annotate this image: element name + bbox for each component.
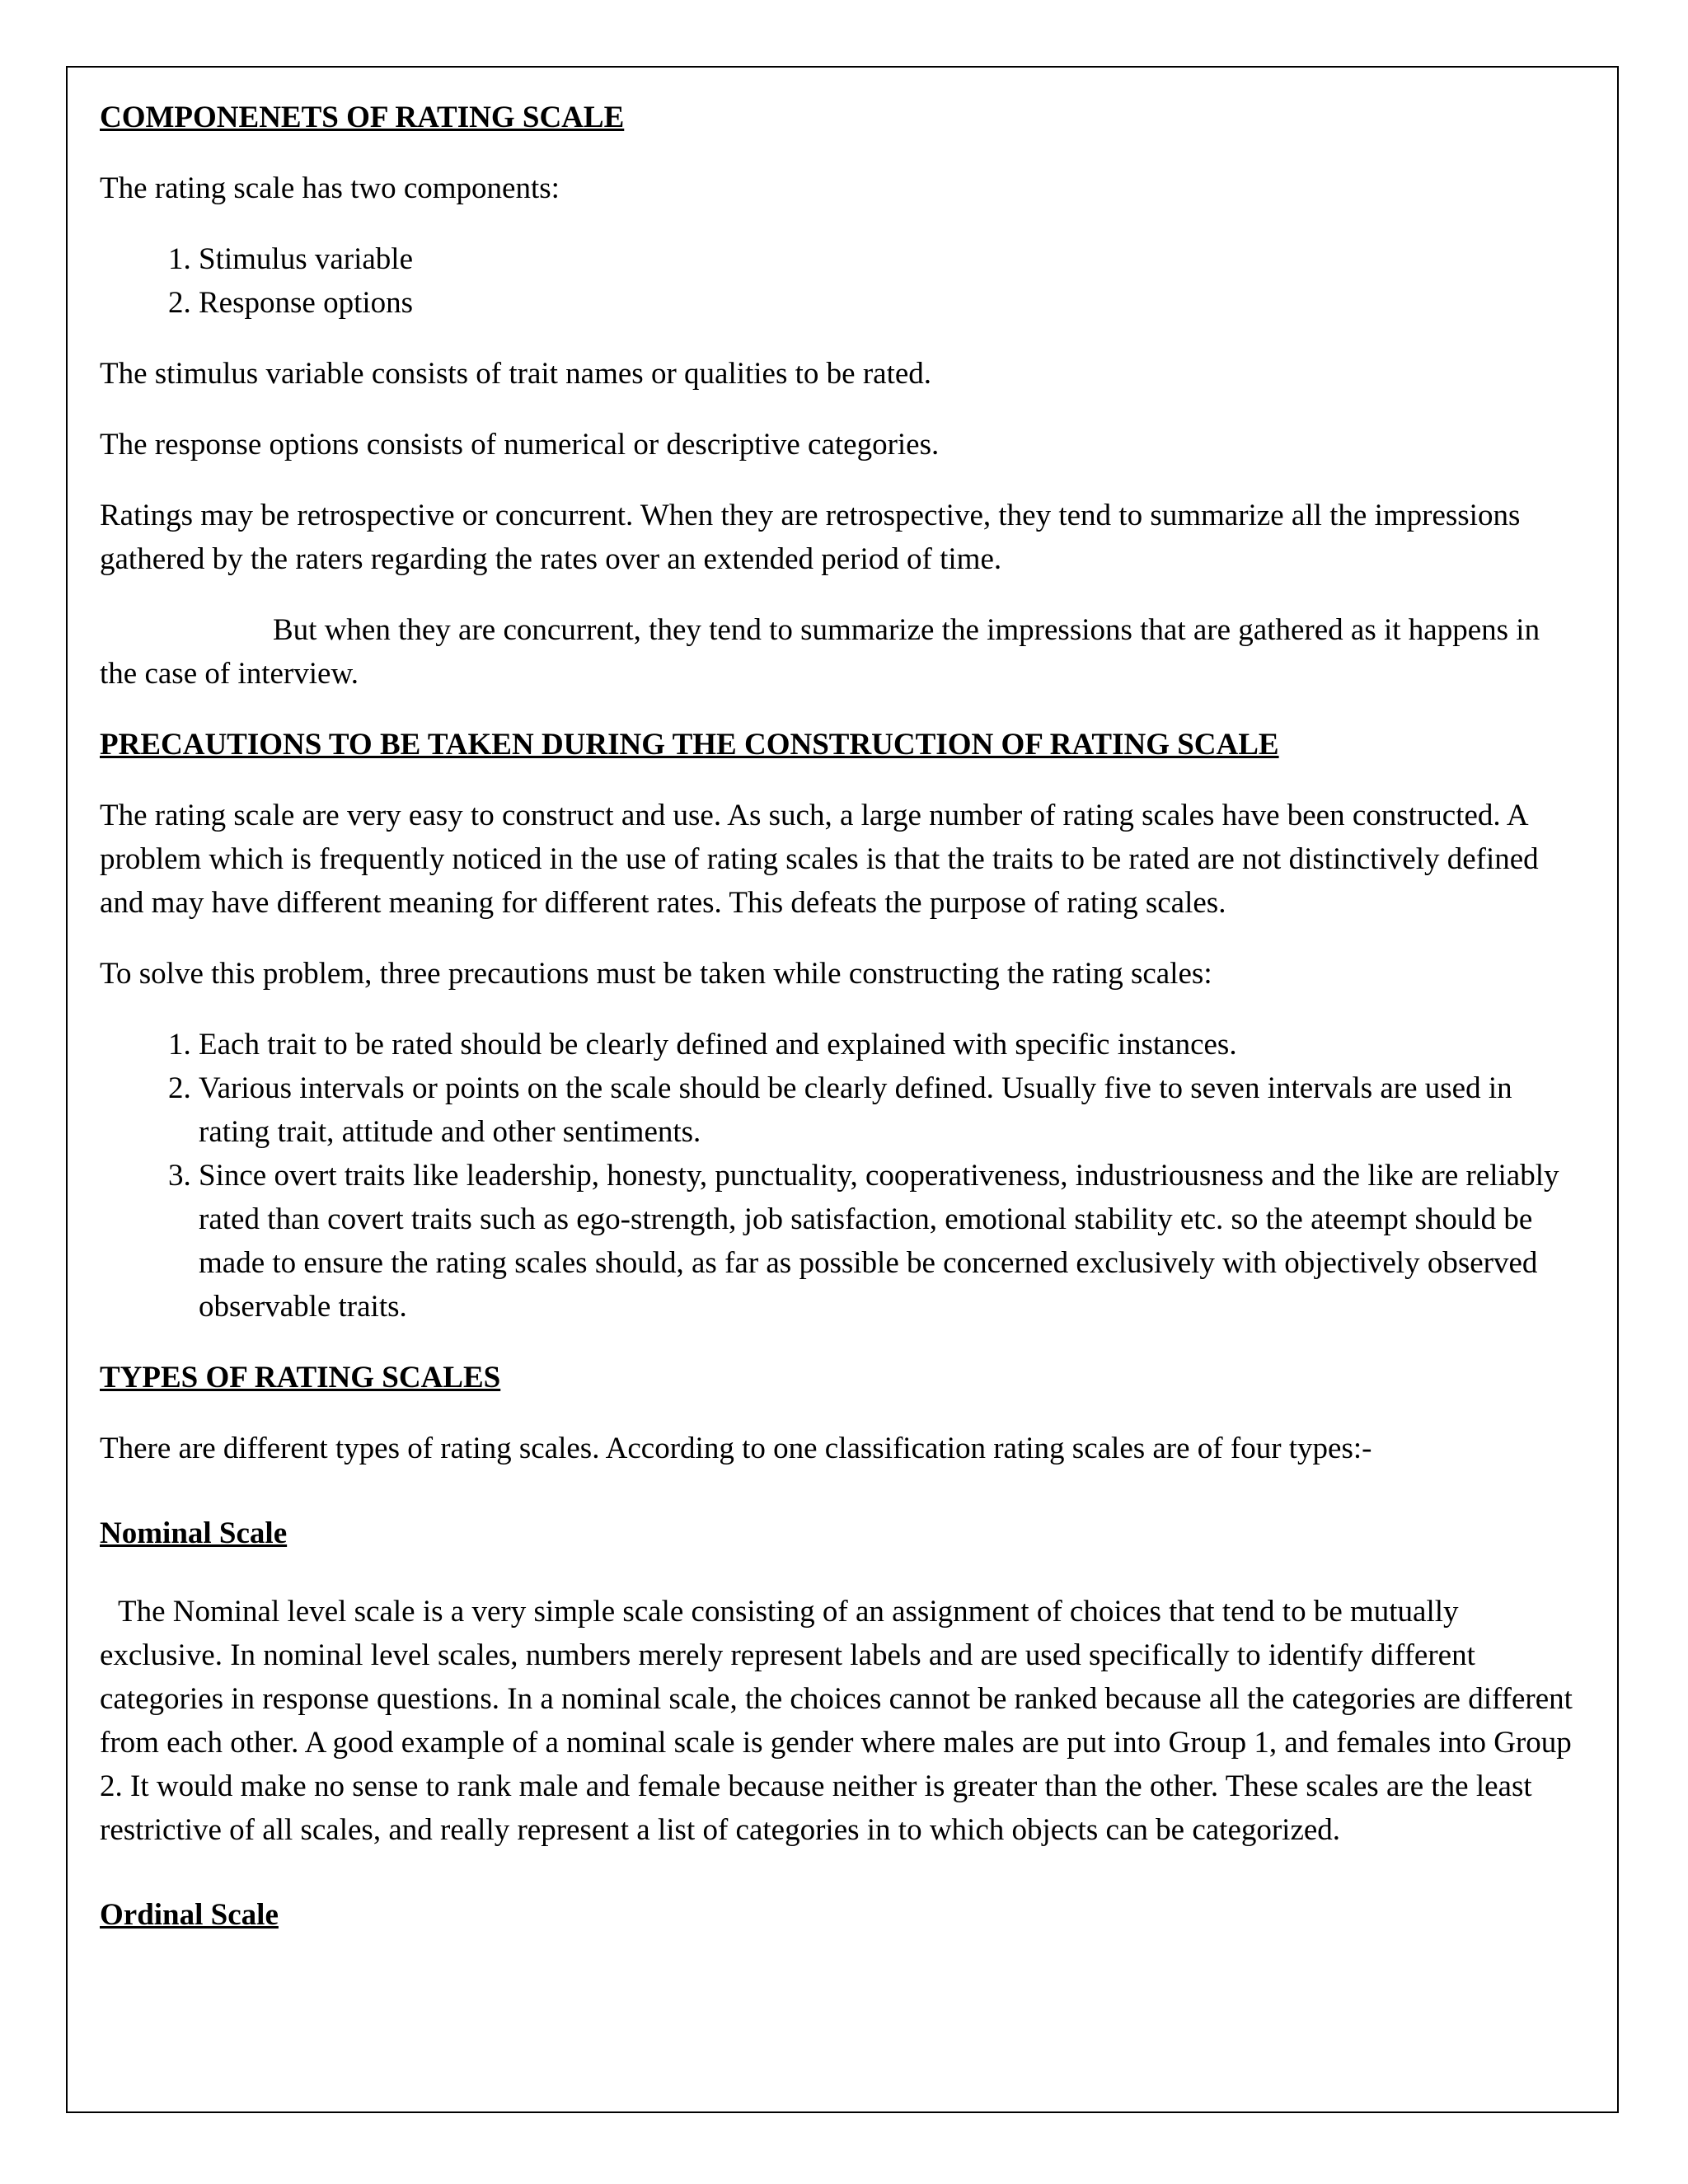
types-paragraph: There are different types of rating scales. According to one classification rating scales are of four types:- [100, 1432, 1372, 1465]
ratings-paragraph: Ratings may be retrospective or concurrent. When they are retrospective, they tend to summarize all the impressions gathered by the raters regarding the rates over an extended period of time. [100, 499, 1521, 576]
list-item: 2. Response options [199, 281, 1583, 325]
precautions-heading: PRECAUTIONS TO BE TAKEN DURING THE CONSTRUCTION OF RATING SCALE [100, 728, 1279, 762]
stimulus-paragraph: The stimulus variable consists of trait names or qualities to be rated. [100, 357, 932, 391]
types-heading: TYPES OF RATING SCALES [100, 1361, 501, 1394]
components-heading: COMPONENETS OF RATING SCALE [100, 101, 625, 134]
list-item: 2. Various intervals or points on the scale should be clearly defined. Usually five to seven intervals are used in rating trait, attitude and other sentiments. [199, 1066, 1583, 1154]
list-item: 1. Each trait to be rated should be clearly defined and explained with specific instances. [199, 1023, 1583, 1066]
components-intro: The rating scale has two components: [100, 171, 560, 205]
components-list [100, 237, 1583, 325]
list-item: 3. Since overt traits like leadership, honesty, punctuality, cooperativeness, industriousness and the like are reliably rated than covert traits such as ego-strength, job satisfaction, emotional stability etc. so the ateempt should be made to ensure the rating scales should, as far as possible be concerned exclusively with objectively observed observable traits. [199, 1154, 1583, 1329]
concurrent-paragraph: But when they are concurrent, they tend to summarize the impressions that are gathered as it happens in the case of interview. [100, 613, 1540, 691]
precautions-paragraph: The rating scale are very easy to construct and use. As such, a large number of rating scales have been constructed. A problem which is frequently noticed in the use of rating scales is that the traits to be rated are not distinctively defined and may have different meaning for different rates. This defeats the purpose of rating scales. [100, 799, 1539, 920]
precautions-list [100, 1023, 1583, 1329]
document-body [100, 96, 1583, 1964]
nominal-paragraph: The Nominal level scale is a very simple scale consisting of an assignment of choices that tend to be mutually exclusive. In nominal level scales, numbers merely represent labels and are used specifically to identify different categories in response questions. In a nominal scale, the choices cannot be ranked because all the categories are different from each other. A good example of a nominal scale is gender where males are put into Group 1, and females into Group 2. It would make no sense to rank male and female because neither is greater than the other. These scales are the least restrictive of all scales, and really represent a list of categories in to which objects can be categorized. [100, 1595, 1573, 1847]
ordinal-heading: Ordinal Scale [100, 1898, 279, 1932]
response-paragraph: The response options consists of numerical or descriptive categories. [100, 428, 940, 462]
precautions-intro: To solve this problem, three precautions must be taken while constructing the rating scales: [100, 957, 1212, 991]
list-item: 1. Stimulus variable [199, 237, 1583, 281]
nominal-heading: Nominal Scale [100, 1516, 288, 1550]
